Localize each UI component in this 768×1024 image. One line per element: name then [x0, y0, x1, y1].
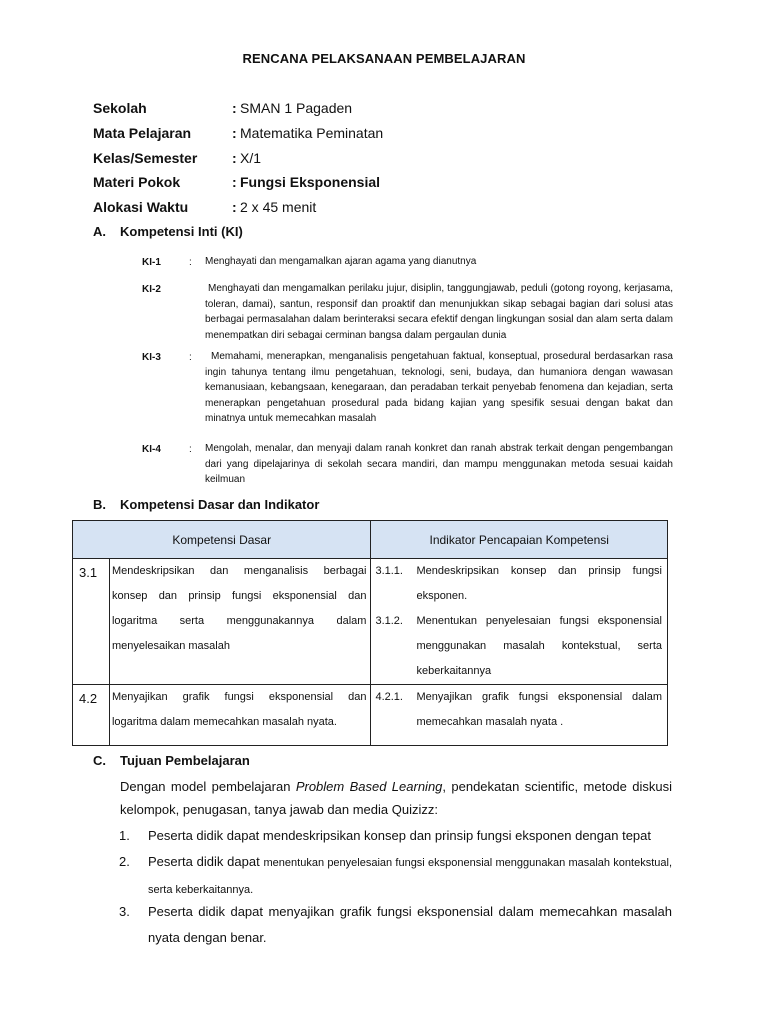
section-a-title: Kompetensi Inti (KI): [120, 224, 243, 239]
kd-description: Menyajikan grafik fungsi eksponensial dan logaritma dalam memecahkan masalah nyata.: [109, 685, 371, 746]
indicator-number: 4.2.1.: [375, 691, 403, 703]
indicator-text: Mendeskripsikan konsep dan prinsip fungsi eksponen.: [416, 565, 662, 602]
identity-colon: :: [232, 174, 237, 190]
identity-colon: :: [232, 125, 237, 141]
tujuan-text: Peserta didik dapat menyajikan grafik fungsi eksponensial dalam memecahkan masalah nyata dengan benar.: [148, 904, 672, 945]
ki-colon: :: [189, 352, 192, 363]
tujuan-text-rest: menentukan penyelesaian fungsi eksponensial menggunakan masalah kontekstual, serta keberkaitannya.: [148, 857, 672, 896]
model-name: Problem Based Learning: [295, 779, 443, 794]
kd-number: 4.2: [73, 685, 110, 746]
section-b-letter: B.: [93, 497, 106, 512]
kd-number: 3.1: [73, 559, 110, 685]
identity-value-materi-pokok: Fungsi Eksponensial: [240, 174, 381, 190]
indicator-cell: [371, 559, 668, 685]
identity-value-mata-pelajaran: Matematika Peminatan: [240, 125, 384, 141]
section-b-title: Kompetensi Dasar dan Indikator: [120, 497, 320, 512]
identity-colon: :: [232, 150, 237, 166]
section-a-letter: A.: [93, 224, 106, 239]
identity-colon: :: [232, 100, 237, 116]
indicator-cell: [371, 685, 668, 746]
identity-label-kelas-semester: Kelas/Semester: [93, 150, 198, 166]
indicator-text: Menentukan penyelesaian fungsi eksponensial menggunakan masalah kontekstual, serta keberkaitannya: [416, 615, 662, 677]
indicator-item: [375, 559, 667, 609]
table-row: [73, 685, 668, 746]
indicator-number: 3.1.1.: [375, 565, 403, 577]
table-row: [73, 559, 668, 685]
tujuan-text-start: Peserta didik dapat: [148, 854, 264, 869]
indicator-item: [375, 685, 667, 735]
tujuan-intro: [120, 775, 672, 821]
identity-label-alokasi-waktu: Alokasi Waktu: [93, 199, 189, 215]
ki-text: Memahami, menerapkan, menganalisis pengetahuan faktual, konseptual, prosedural berdasarkan rasa ingin tahunya tentang ilmu pengetahuan, teknologi, seni, budaya, dan humaniora dengan wawasan kemanusiaan, kebangsaan, kenegaraan, dan peradaban terkait penyebab fenomena dan kejadian, serta menerapkan pengetahuan prosedural pada bidang kajian yang spesifik sesuai dengan bakat dan minatnya untuk memecahkan masalah: [205, 351, 673, 424]
identity-value-kelas-semester: X/1: [240, 150, 262, 166]
identity-label-mata-pelajaran: Mata Pelajaran: [93, 125, 192, 141]
ki-text: Menghayati dan mengamalkan ajaran agama yang dianutnya: [205, 256, 477, 267]
table-header-kd: Kompetensi Dasar: [73, 521, 371, 559]
identity-value-sekolah: SMAN 1 Pagaden: [240, 100, 353, 116]
ki-colon: :: [189, 444, 192, 455]
ki-colon: :: [189, 257, 192, 268]
ki-code: KI-2: [142, 284, 161, 295]
tujuan-number: 1.: [119, 828, 130, 843]
indicator-number: 3.1.2.: [375, 615, 403, 627]
ki-code: KI-1: [142, 257, 161, 268]
tujuan-number: 2.: [119, 854, 130, 869]
kd-indicator-table: [72, 520, 668, 746]
ki-text: Menghayati dan mengamalkan perilaku jujur, disiplin, tanggungjawab, peduli (gotong royong, kerjasama, toleran, damai), santun, responsif dan proaktif dan menunjukkan sikap sebagai bagian dari solusi atas berbagai permasalahan dalam berinteraksi secara efektif dengan lingkungan sosial dan alam serta dalam menempatkan diri sebagai cerminan bangsa dalam pergaulan dunia: [205, 283, 673, 341]
identity-label-materi-pokok: Materi Pokok: [93, 174, 181, 190]
section-c-letter: C.: [93, 753, 106, 768]
identity-value-alokasi-waktu: 2 x 45 menit: [240, 199, 317, 215]
ki-code: KI-3: [142, 352, 161, 363]
identity-colon: :: [232, 199, 237, 215]
tujuan-text: Peserta didik dapat mendeskripsikan konsep dan prinsip fungsi eksponen dengan tepat: [148, 828, 652, 843]
indicator-item: [375, 609, 667, 684]
indicator-text: Menyajikan grafik fungsi eksponensial dalam memecahkan masalah nyata .: [416, 691, 662, 728]
tujuan-number: 3.: [119, 904, 130, 919]
kd-description: Mendeskripsikan dan menganalisis berbagai konsep dan prinsip fungsi eksponensial dan logaritma serta menggunakannya dalam menyelesaikan masalah: [109, 559, 371, 685]
tujuan-intro-start: Dengan model pembelajaran: [120, 779, 296, 794]
identity-label-sekolah: Sekolah: [93, 100, 147, 116]
ki-code: KI-4: [142, 444, 161, 455]
section-c-title: Tujuan Pembelajaran: [120, 753, 250, 768]
document-title: RENCANA PELAKSANAAN PEMBELAJARAN: [242, 51, 526, 66]
tujuan-intro-end: , pendekatan scientific, metode diskusi kelompok, penugasan, tanya jawab dan media Quizizz:: [120, 779, 672, 817]
table-header-indikator: Indikator Pencapaian Kompetensi: [371, 521, 668, 559]
ki-text: Mengolah, menalar, dan menyaji dalam ranah konkret dan ranah abstrak terkait dengan pengembangan dari yang dipelajarinya di sekolah secara mandiri, dan mampu menggunakan metoda sesuai kaidah keilmuan: [205, 443, 673, 485]
tujuan-text: [148, 849, 672, 903]
